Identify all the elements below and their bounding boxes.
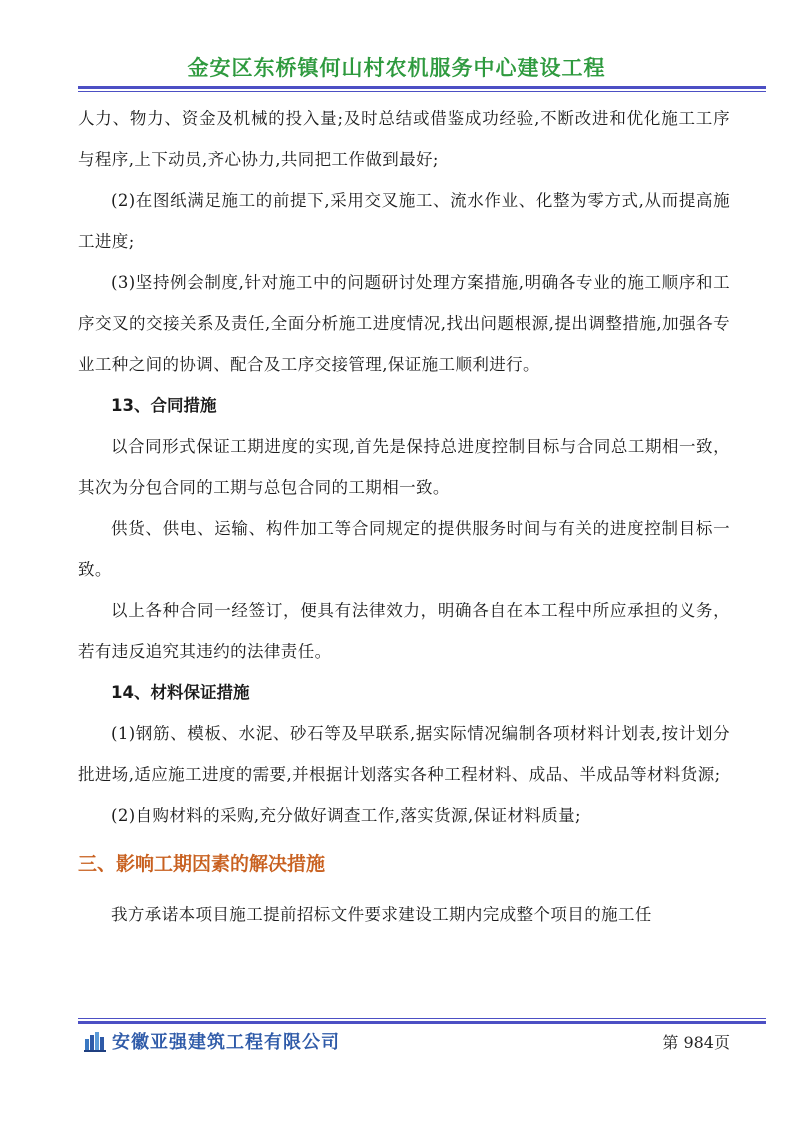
- header-rule-thin: [78, 91, 766, 92]
- page-header-title: 金安区东桥镇何山村农机服务中心建设工程: [187, 56, 606, 80]
- section-heading-3: 三、影响工期因素的解决措施: [78, 853, 326, 875]
- paragraph: 我方承诺本项目施工提前招标文件要求建设工期内完成整个项目的施工任: [111, 905, 652, 924]
- paragraph: 人力、物力、资金及机械的投入量;及时总结或借鉴成功经验,不断改进和优化施工工序与程序,上下动员,齐心协力,共同把工作做到最好;: [78, 109, 730, 169]
- paragraph: (2)自购材料的采购,充分做好调查工作,落实货源,保证材料质量;: [111, 806, 581, 825]
- paragraph: 以上各种合同一经签订，便具有法律效力，明确各自在本工程中所应承担的义务，若有违反追究其违约的法律责任。: [78, 601, 730, 661]
- paragraph: (3)坚持例会制度,针对施工中的问题研讨处理方案措施,明确各专业的施工顺序和工序交叉的交接关系及责任,全面分析施工进度情况,找出问题根源,提出调整措施,加强各专业工种之间的协调、配合及工序交接管理,保证施工顺利进行。: [78, 273, 730, 374]
- footer-rule-thick: [78, 1021, 766, 1024]
- paragraph: 以合同形式保证工期进度的实现,首先是保持总进度控制目标与合同总工期相一致，其次为分包合同的工期与总包合同的工期相一致。: [78, 437, 730, 497]
- paragraph: (1)钢筋、模板、水泥、砂石等及早联系,据实际情况编制各项材料计划表,按计划分批进场,适应施工进度的需要,并根据计划落实各种工程材料、成品、半成品等材料货源;: [78, 724, 730, 784]
- paragraph: (2)在图纸满足施工的前提下,采用交叉施工、流水作业、化整为零方式,从而提高施工进度;: [78, 191, 730, 251]
- company-name: 安徽亚强建筑工程有限公司: [112, 1032, 340, 1053]
- company-logo-icon: [84, 1030, 106, 1052]
- subheading-13: 13、合同措施: [111, 396, 217, 415]
- header-rule-thick: [78, 86, 766, 89]
- page-number: 第 984页: [662, 1033, 730, 1052]
- document-body: [78, 98, 730, 935]
- paragraph: 供货、供电、运输、构件加工等合同规定的提供服务时间与有关的进度控制目标一致。: [78, 519, 730, 579]
- subheading-14: 14、材料保证措施: [111, 683, 250, 702]
- footer-rule-thin: [78, 1018, 766, 1019]
- page-footer: [78, 1026, 730, 1056]
